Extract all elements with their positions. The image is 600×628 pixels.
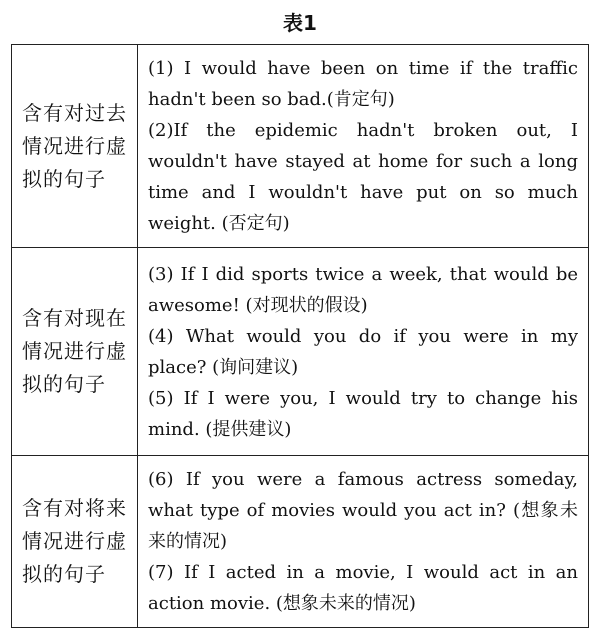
row-label-present: 含有对现在情况进行虚拟的句子 [12, 248, 138, 456]
row-label-future: 含有对将来情况进行虚拟的句子 [12, 456, 138, 628]
table-row-future [12, 456, 589, 628]
row-content-past [138, 45, 589, 248]
table-title: 表1 [283, 11, 317, 35]
sentence-2: (2)If the epidemic hadn't broken out, I wouldn't have stayed at home for such a long time and I wouldn't have put on so much weight. (否定句) [148, 120, 578, 234]
sentence-1: (1) I would have been on time if the traffic hadn't been so bad.(肯定句) [148, 58, 578, 110]
sentence-4: (4) What would you do if you were in my place? (询问建议) [148, 325, 578, 378]
table-row-present [12, 248, 589, 456]
sentence-5: (5) If I were you, I would try to change his mind. (提供建议) [148, 387, 578, 440]
sentence-7: (7) If I acted in a movie, I would act in an action movie. (想象未来的情况) [148, 562, 578, 614]
row-content-present [138, 248, 589, 456]
row-content-future [138, 456, 589, 628]
sentence-6: (6) If you were a famous actress someday, what type of movies would you act in? (想象未来的情况) [148, 469, 578, 552]
subjunctive-table [11, 44, 589, 628]
row-label-past: 含有对过去情况进行虚拟的句子 [12, 45, 138, 248]
table-row-past [12, 45, 589, 248]
sentence-3: (3) If I did sports twice a week, that would be awesome! (对现状的假设) [148, 263, 578, 316]
